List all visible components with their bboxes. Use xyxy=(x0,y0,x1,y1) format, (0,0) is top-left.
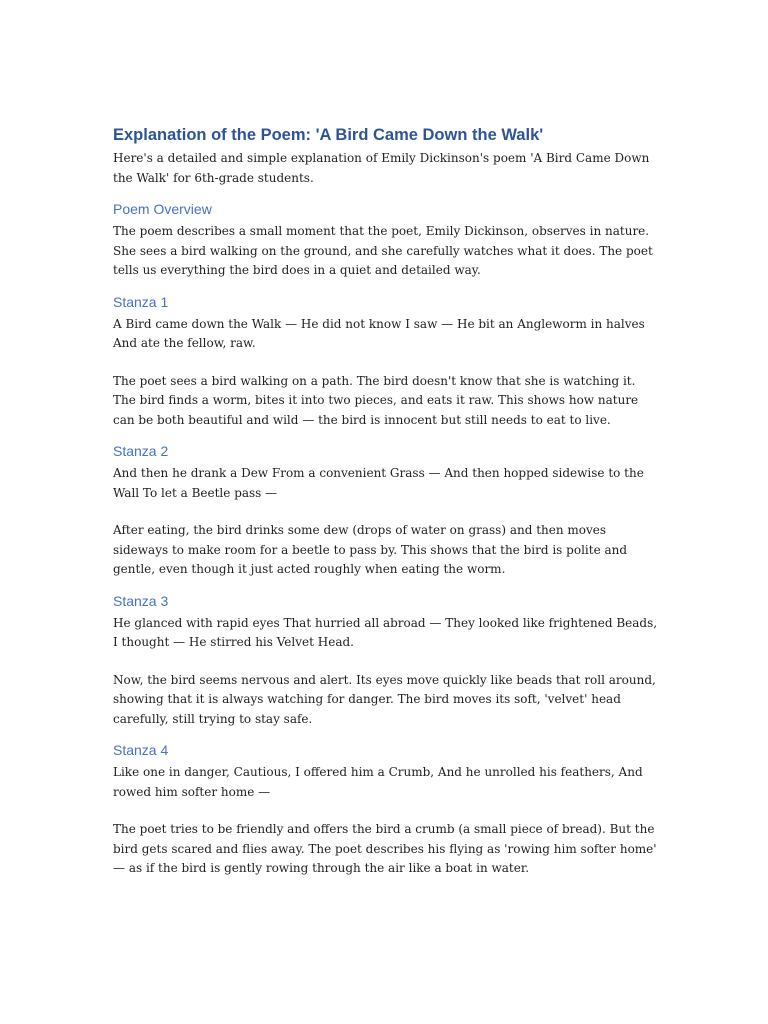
document-page xyxy=(113,124,658,879)
stanza-4-lines: Like one in danger, Cautious, I offered him a Crumb, And he unrolled his feathers, And rowed him softer home — xyxy=(113,765,643,799)
stanza-1-lines: A Bird came down the Walk — He did not know I saw — He bit an Angleworm in halves And ate the fellow, raw. xyxy=(113,316,645,350)
intro-paragraph: Here's a detailed and simple explanation of Emily Dickinson's poem 'A Bird Came Down the Walk' for 6th-grade students. xyxy=(113,151,650,185)
stanza-1-heading: Stanza 1 xyxy=(113,293,169,310)
stanza-2-heading: Stanza 2 xyxy=(113,443,169,459)
stanza-2-lines: And then he drank a Dew From a convenient Grass — And then hopped sidewise to the Wall To let a Beetle pass — xyxy=(113,466,644,500)
stanza-3-explanation: Now, the bird seems nervous and alert. Its eyes move quickly like beads that roll around, showing that it is always watching for danger. The bird moves its soft, 'velvet' head carefully, still trying to stay safe. xyxy=(113,672,656,726)
stanza-4-heading: Stanza 4 xyxy=(113,742,169,758)
stanza-3-heading: Stanza 3 xyxy=(113,592,169,609)
overview-paragraph: The poem describes a small moment that the poet, Emily Dickinson, observes in nature. She sees a bird walking on the ground, and she carefully watches what it does. The poet tells us everything the bird does in a quiet and detailed way. xyxy=(113,224,653,277)
stanza-4-explanation: The poet tries to be friendly and offers the bird a crumb (a small piece of bread). But the bird gets scared and flies away. The poet describes his flying as 'rowing him softer home' — as if the bird is gently rowing through the air like a boat in water. xyxy=(113,822,657,875)
stanza-3-lines: He glanced with rapid eyes That hurried all abroad — They looked like frightened Beads, I thought — He stirred his Velvet Head. xyxy=(113,615,658,649)
overview-heading: Poem Overview xyxy=(113,201,212,217)
stanza-1-explanation: The poet sees a bird walking on a path. The bird doesn't know that she is watching it. The bird finds a worm, bites it into two pieces, and eats it raw. This shows how nature can be both beautiful and wild — the bird is innocent but still needs to eat to live. xyxy=(113,373,639,427)
stanza-2-explanation: After eating, the bird drinks some dew (drops of water on grass) and then moves sideways to make room for a beetle to pass by. This shows that the bird is polite and gentle, even though it just acted roughly when eating the worm. xyxy=(113,523,628,576)
document-title: Explanation of the Poem: 'A Bird Came Down the Walk' xyxy=(113,126,544,144)
